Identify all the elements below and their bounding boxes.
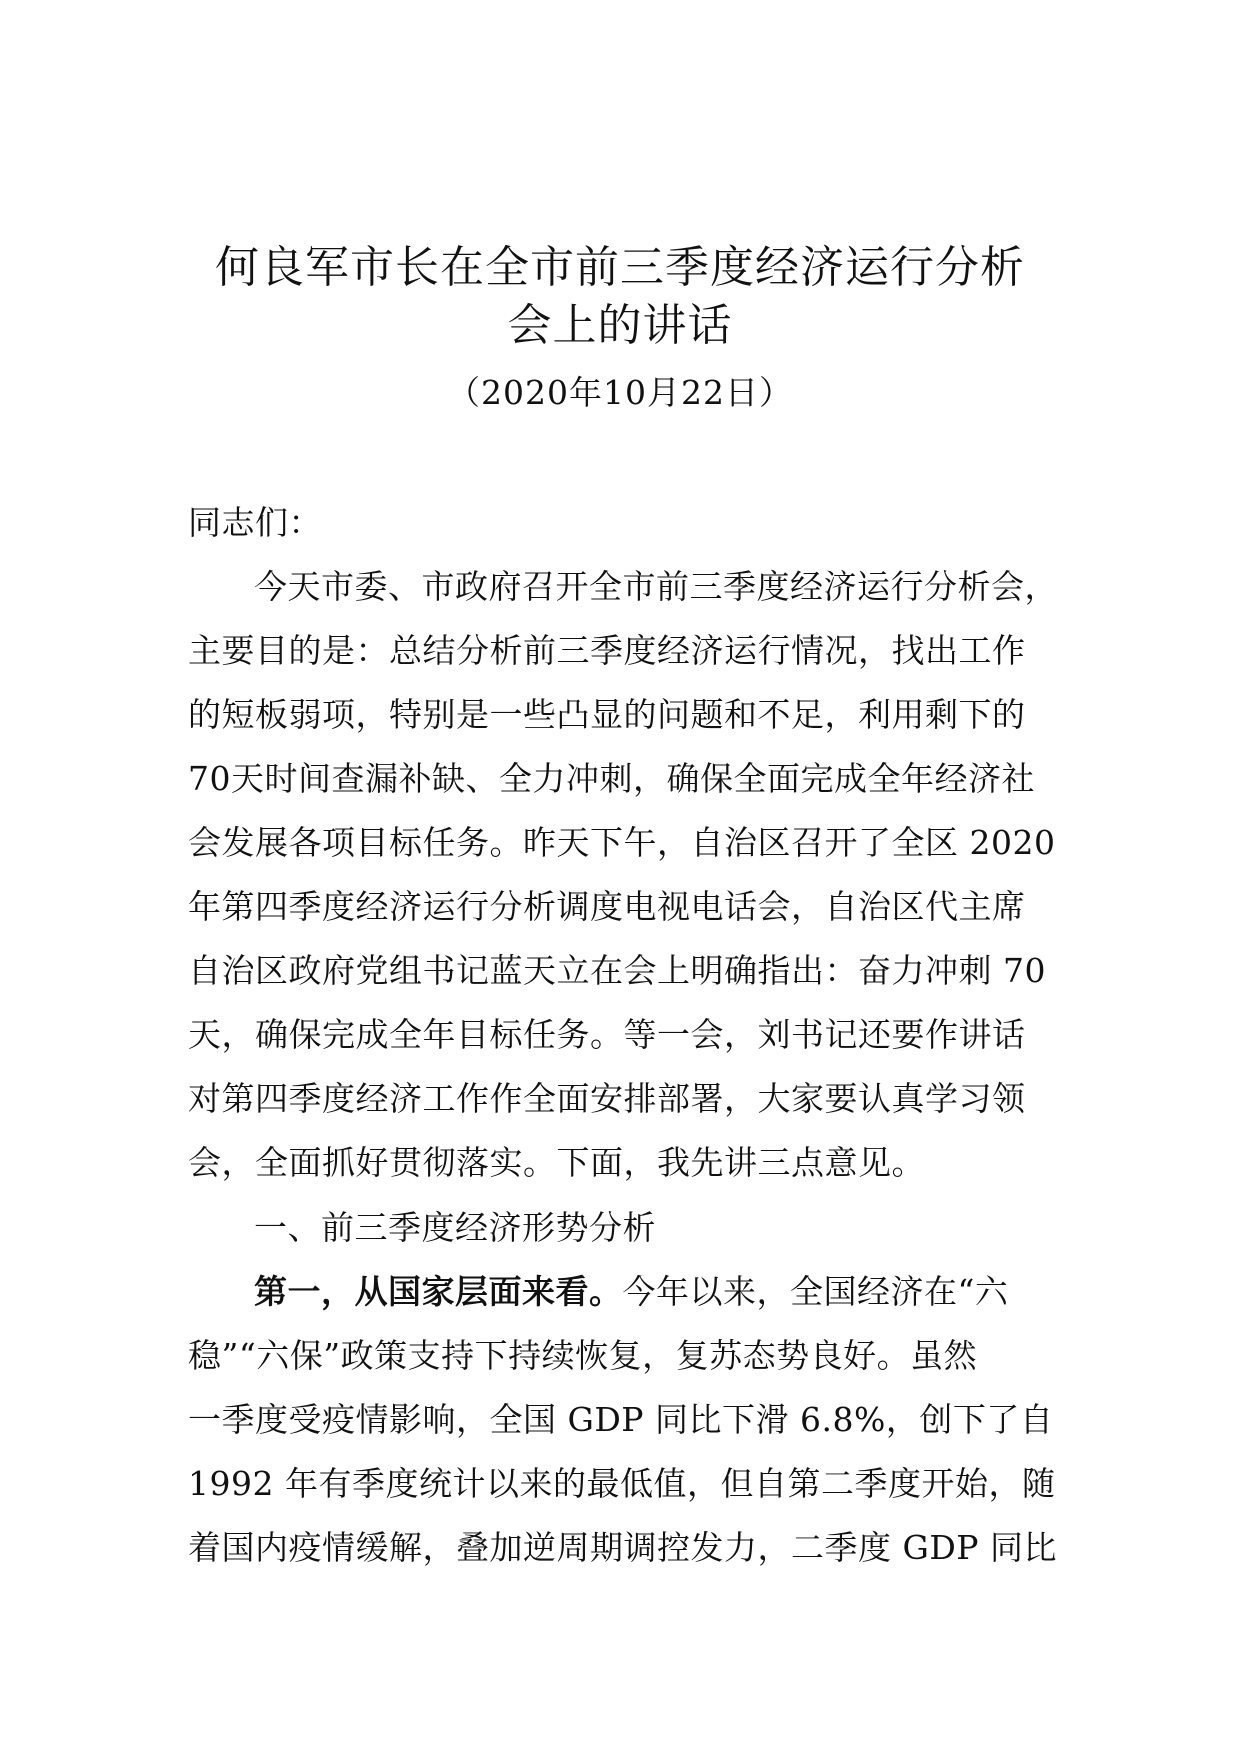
section-heading: 一、前三季度经济形势分析	[254, 1208, 656, 1247]
paragraph-line: 一季度受疫情影响，全国 GDP 同比下滑 6.8%，创下了自	[188, 1400, 1054, 1439]
paragraph-line: 稳”“六保”政策支持下持续恢复，复苏态势良好。虽然	[188, 1336, 978, 1375]
paragraph-lead-bold: 第一，从国家层面来看。	[254, 1272, 623, 1311]
paragraph-line: 年第四季度经济运行分析调度电视电话会，自治区代主席	[188, 887, 1026, 926]
paragraph-line: 1992 年有季度统计以来的最低值，但自第二季度开始，随	[188, 1464, 1056, 1503]
paragraph-line: 着国内疫情缓解，叠加逆周期调控发力，二季度 GDP 同比	[188, 1528, 1058, 1567]
title-line-1: 何良军市长在全市前三季度经济运行分析	[215, 242, 1025, 293]
paragraph-line: 天，确保完成全年目标任务。等一会，刘书记还要作讲话	[188, 1015, 1026, 1054]
paragraph-line: 主要目的是：总结分析前三季度经济运行情况，找出工作	[188, 631, 1026, 670]
paragraph-line: 对第四季度经济工作作全面安排部署，大家要认真学习领	[188, 1079, 1026, 1118]
paragraph-line: 会发展各项目标任务。昨天下午，自治区召开了全区 2020	[188, 823, 1056, 862]
speech-date: （2020年10月22日）	[447, 373, 793, 412]
paragraph-line: 的短板弱项，特别是一些凸显的问题和不足，利用剩下的	[188, 695, 1026, 734]
paragraph-line	[254, 1269, 1008, 1315]
paragraph-line: 今天市委、市政府召开全市前三季度经济运行分析会，	[254, 567, 1058, 606]
paragraph-line: 会，全面抓好贯彻落实。下面，我先讲三点意见。	[188, 1143, 925, 1182]
paragraph-line: 自治区政府党组书记蓝天立在会上明确指出：奋力冲刺 70	[188, 951, 1046, 990]
paragraph-line: 70天时间查漏补缺、全力冲刺，确保全面完成全年经济社	[188, 759, 1035, 798]
paragraph-lead-text: 今年以来，全国经济在“六	[622, 1272, 1009, 1311]
salutation: 同志们：	[188, 503, 322, 542]
title-line-2: 会上的讲话	[507, 300, 733, 351]
